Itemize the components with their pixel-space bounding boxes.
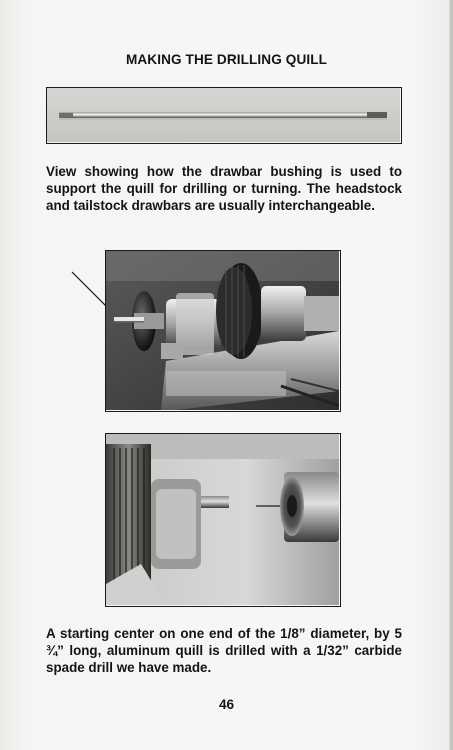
drawbar-rod-photo — [46, 87, 402, 144]
lathe-headstock-photo — [105, 250, 341, 412]
caption-starting-center: A starting center on one end of the 1/8” diameter, by 5 ¾” long, aluminum quill is drilled with a 1/32” carbide spade drill we have made. — [46, 626, 402, 675]
page-number: 46 — [218, 697, 235, 712]
page-title: MAKING THE DRILLING QUILL — [125, 52, 328, 67]
caption-drawbar-bushing: View showing how the drawbar bushing is used to support the quill for drilling or turning. The headstock and tailstock drawbars are usually interchangeable. — [46, 164, 402, 213]
chuck-and-drill-photo — [105, 433, 341, 607]
page-edge-shadow — [449, 0, 453, 750]
